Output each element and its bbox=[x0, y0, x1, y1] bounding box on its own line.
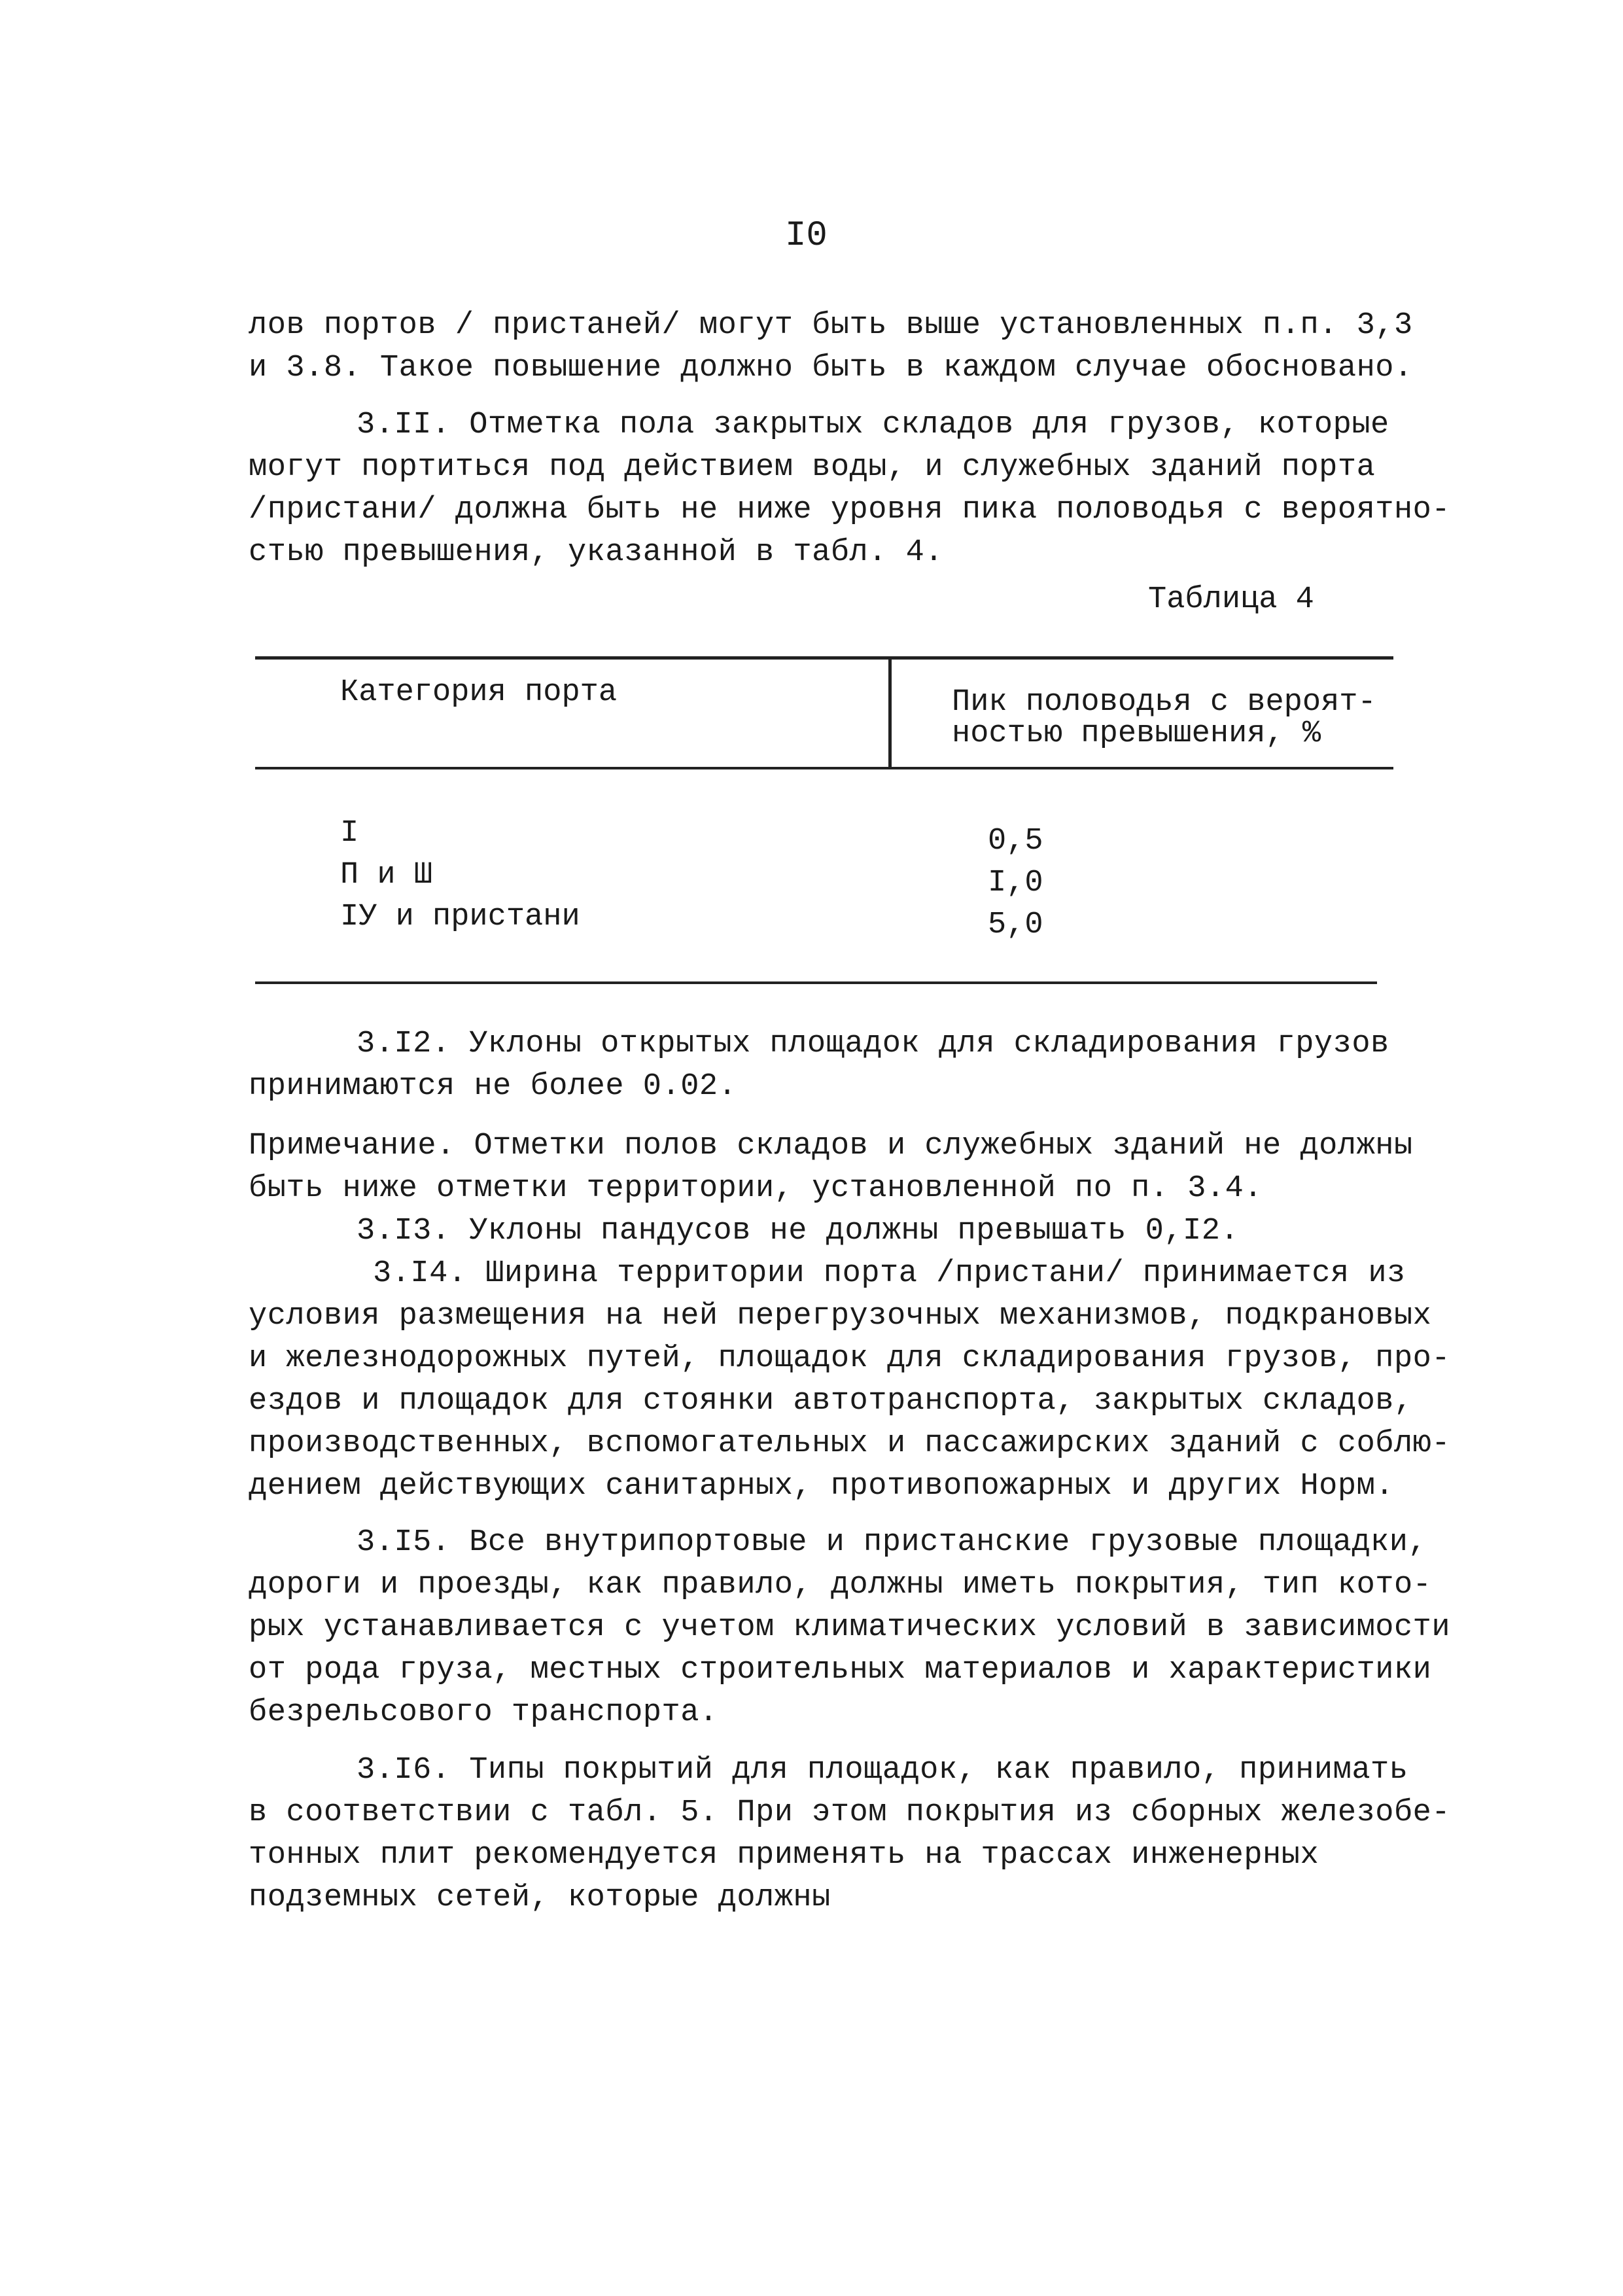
note-line: быть ниже отметки территории, установленной по п. 3.4. bbox=[249, 1171, 1263, 1206]
text-line: /пристани/ должна быть не ниже уровня пика половодья с вероятно- bbox=[249, 493, 1451, 527]
table-header-peak-line1: Пик половодья с вероят- bbox=[952, 685, 1376, 720]
table-row-value: I,0 bbox=[988, 866, 1043, 900]
text-line: стью превышения, указанной в табл. 4. bbox=[249, 535, 944, 570]
text-line: 3.I3. Уклоны пандусов не должны превышать 0,I2. bbox=[357, 1214, 1240, 1248]
table-header-peak-line2: ностью превышения, % bbox=[952, 716, 1321, 751]
text-line: 3.I5. Все внутрипортовые и пристанские грузовые площадки, bbox=[357, 1525, 1427, 1560]
text-line: дением действующих санитарных, противопожарных и других Норм. bbox=[249, 1469, 1394, 1504]
text-line: тонных плит рекомендуется применять на трассах инженерных bbox=[249, 1838, 1319, 1873]
table-caption: Таблица 4 bbox=[1148, 582, 1314, 617]
text-line: принимаются не более 0.02. bbox=[249, 1069, 737, 1104]
text-line: от рода груза, местных строительных материалов и характеристики bbox=[249, 1653, 1432, 1687]
text-line: безрельсового транспорта. bbox=[249, 1695, 718, 1730]
table-row-value: 5,0 bbox=[988, 908, 1043, 942]
note-line: Примечание. Отметки полов складов и служебных зданий не должны bbox=[249, 1129, 1413, 1163]
text-line: ездов и площадок для стоянки автотранспорта, закрытых складов, bbox=[249, 1384, 1413, 1419]
table-header-category: Категория порта bbox=[340, 675, 618, 710]
text-line: рых устанавливается с учетом климатических условий в зависимости bbox=[249, 1610, 1451, 1645]
text-line: и 3.8. Такое повышение должно быть в каждом случае обосновано. bbox=[249, 351, 1413, 385]
text-line: производственных, вспомогательных и пассажирских зданий с соблю- bbox=[249, 1426, 1451, 1461]
text-line: 3.II. Отметка пола закрытых складов для грузов, которые bbox=[357, 408, 1389, 442]
page-number: I0 bbox=[785, 216, 828, 256]
table-row-value: 0,5 bbox=[988, 824, 1043, 858]
text-line: и железнодорожных путей, площадок для складирования грузов, про- bbox=[249, 1341, 1451, 1376]
text-line: дороги и проезды, как правило, должны иметь покрытия, тип кото- bbox=[249, 1568, 1432, 1602]
text-line: лов портов / пристаней/ могут быть выше установленных п.п. 3,3 bbox=[249, 308, 1413, 343]
text-line: подземных сетей, которые должны bbox=[249, 1881, 831, 1915]
table-bottom-rule bbox=[255, 981, 1377, 984]
table-row-category: IУ и пристани bbox=[340, 900, 580, 934]
table-column-divider bbox=[888, 656, 892, 769]
table-header-rule bbox=[255, 767, 1393, 769]
text-line: могут портиться под действием воды, и служебных зданий порта bbox=[249, 450, 1376, 485]
table-row-category: I bbox=[340, 816, 359, 851]
table-row-category: П и Ш bbox=[340, 858, 433, 892]
table-top-rule bbox=[255, 656, 1393, 660]
text-line: в соответствии с табл. 5. При этом покрытия из сборных железобе- bbox=[249, 1795, 1451, 1830]
text-line: условия размещения на ней перегрузочных механизмов, подкрановых bbox=[249, 1299, 1432, 1333]
text-line: 3.I4. Ширина территории порта /пристани/ принимается из bbox=[373, 1256, 1406, 1291]
text-line: 3.I2. Уклоны открытых площадок для складирования грузов bbox=[357, 1027, 1389, 1061]
text-line: 3.I6. Типы покрытий для площадок, как правило, принимать bbox=[357, 1753, 1408, 1788]
